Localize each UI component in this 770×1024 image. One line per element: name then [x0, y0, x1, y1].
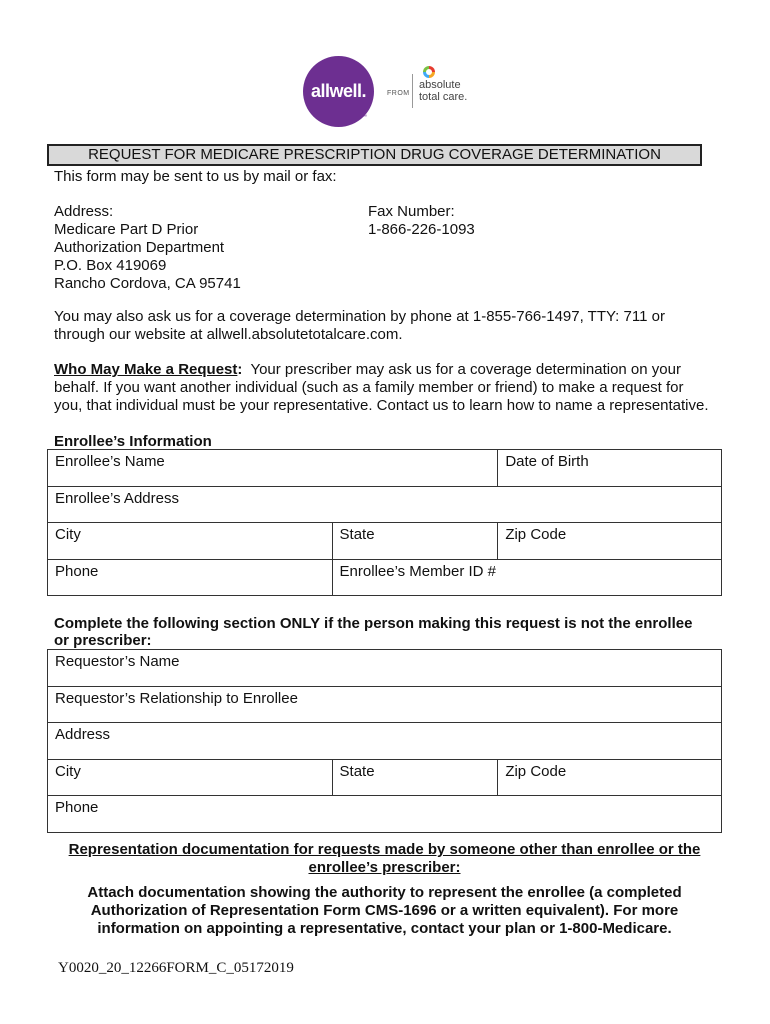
who-may-line-2: behalf. If you want another individual (such as a family member or friend) to make a request for	[54, 379, 684, 396]
who-may-heading: Who May Make a Request	[54, 361, 238, 378]
partner-logo-line1: absolute	[419, 79, 461, 91]
form-code-footer: Y0020_20_12266FORM_C_05172019	[58, 960, 294, 976]
address-line-4: Rancho Cordova, CA 95741	[54, 275, 241, 292]
representation-heading-line-1: Representation documentation for requests made by someone other than enrollee or the	[68, 841, 701, 858]
enrollee-city-field[interactable]: City	[48, 523, 333, 560]
who-may-line-1	[54, 361, 681, 379]
who-may-line-1-text: Your prescriber may ask us for a coverage determination on your	[242, 361, 681, 378]
address-line-3: P.O. Box 419069	[54, 257, 167, 274]
enrollee-member-id-field[interactable]: Enrollee’s Member ID #	[332, 560, 721, 596]
requestor-phone-field[interactable]: Phone	[48, 796, 722, 833]
requestor-heading-line-2: or prescriber:	[54, 632, 152, 649]
requestor-heading-line-1: Complete the following section ONLY if the person making this request is not the enrollee	[54, 615, 693, 632]
representation-heading-line-2: enrollee’s prescriber:	[308, 859, 461, 876]
trademark-mark: ™	[362, 114, 367, 120]
logo-from-label: FROM	[387, 90, 410, 97]
representation-body-line-2: Authorization of Representation Form CMS-1696 or a written equivalent). For more	[90, 902, 679, 919]
logo-divider	[412, 74, 413, 108]
enrollee-heading: Enrollee’s Information	[54, 433, 212, 450]
partner-logo-line2: total care.	[419, 91, 468, 103]
who-may-colon: :	[237, 361, 243, 378]
phone-paragraph-line-1: You may also ask us for a coverage determination by phone at 1-855-766-1497, TTY: 711 or	[54, 308, 665, 325]
allwell-logo-text: allwell.	[310, 81, 367, 101]
representation-body-line-1: Attach documentation showing the authority to represent the enrollee (a completed	[87, 884, 682, 901]
intro-text: This form may be sent to us by mail or fax:	[54, 168, 337, 185]
enrollee-name-field[interactable]: Enrollee’s Name	[48, 450, 498, 487]
absolute-total-care-ring-icon	[423, 66, 435, 78]
representation-body-line-3: information on appointing a representative, contact your plan or 1-800-Medicare.	[97, 920, 672, 937]
requestor-address-field[interactable]: Address	[48, 723, 722, 760]
address-label: Address:	[54, 203, 114, 220]
enrollee-zip-field[interactable]: Zip Code	[498, 523, 722, 560]
requestor-city-field[interactable]: City	[48, 760, 333, 796]
enrollee-dob-field[interactable]: Date of Birth	[498, 450, 722, 487]
address-line-1: Medicare Part D Prior	[54, 221, 199, 238]
requestor-name-field[interactable]: Requestor’s Name	[48, 650, 722, 687]
requestor-zip-field[interactable]: Zip Code	[498, 760, 722, 796]
address-line-2: Authorization Department	[54, 239, 225, 256]
form-title: REQUEST FOR MEDICARE PRESCRIPTION DRUG COVERAGE DETERMINATION	[47, 144, 702, 166]
enrollee-phone-field[interactable]: Phone	[48, 560, 333, 596]
phone-paragraph-line-2: through our website at allwell.absolutetotalcare.com.	[54, 326, 403, 343]
requestor-table	[47, 649, 722, 833]
enrollee-table	[47, 449, 722, 596]
enrollee-address-field[interactable]: Enrollee’s Address	[48, 487, 722, 523]
enrollee-state-field[interactable]: State	[332, 523, 498, 560]
fax-number: 1-866-226-1093	[368, 221, 475, 238]
requestor-relationship-field[interactable]: Requestor’s Relationship to Enrollee	[48, 687, 722, 723]
requestor-state-field[interactable]: State	[332, 760, 498, 796]
fax-label: Fax Number:	[368, 203, 455, 220]
who-may-line-3: you, that individual must be your representative. Contact us to learn how to name a representative.	[54, 397, 709, 414]
